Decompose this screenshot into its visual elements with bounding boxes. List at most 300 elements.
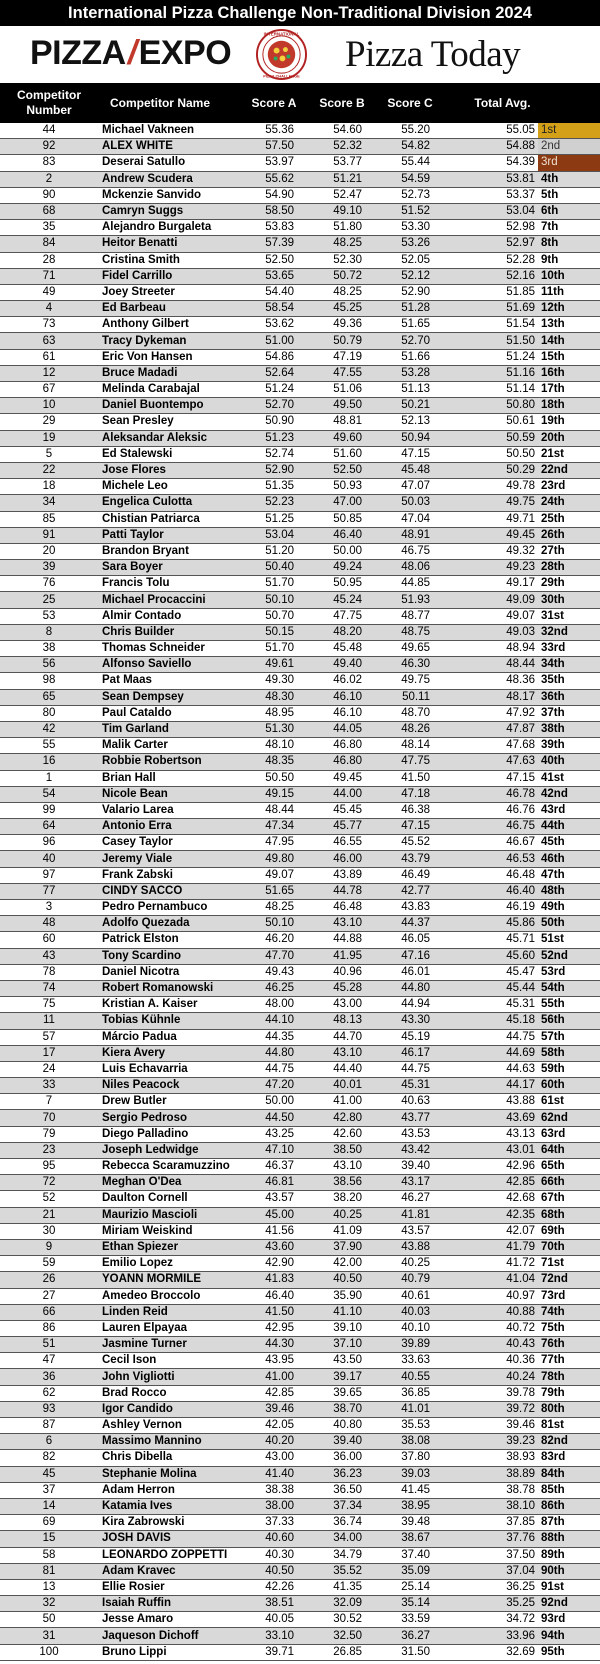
score-c: 47.75 (378, 754, 446, 770)
competitor-number: 59 (0, 1256, 98, 1272)
score-b: 50.85 (310, 511, 378, 527)
score-a: 49.07 (246, 867, 310, 883)
table-row (0, 835, 600, 851)
score-c: 33.59 (378, 1612, 446, 1628)
competitor-number: 8 (0, 624, 98, 640)
competitor-number: 17 (0, 1045, 98, 1061)
score-c: 46.01 (378, 964, 446, 980)
table-row (0, 867, 600, 883)
competitor-name: Paul Cataldo (98, 705, 246, 721)
total-avg: 51.69 (446, 301, 538, 317)
total-avg: 46.19 (446, 900, 538, 916)
total-avg: 43.88 (446, 1094, 538, 1110)
score-a: 57.50 (246, 139, 310, 155)
total-avg: 51.16 (446, 365, 538, 381)
table-row (0, 1159, 600, 1175)
table-row (0, 1612, 600, 1628)
score-b: 52.32 (310, 139, 378, 155)
score-a: 44.10 (246, 1013, 310, 1029)
total-avg: 49.17 (446, 576, 538, 592)
total-avg: 47.68 (446, 738, 538, 754)
total-avg: 47.15 (446, 770, 538, 786)
competitor-name: Joseph Ledwidge (98, 1142, 246, 1158)
score-b: 41.00 (310, 1094, 378, 1110)
competitor-number: 26 (0, 1272, 98, 1288)
table-row (0, 1369, 600, 1385)
score-b: 48.20 (310, 624, 378, 640)
competitor-number: 70 (0, 1110, 98, 1126)
competitor-number: 14 (0, 1498, 98, 1514)
competitor-name: Adolfo Quezada (98, 916, 246, 932)
total-avg: 53.81 (446, 171, 538, 187)
table-row (0, 900, 600, 916)
table-row (0, 187, 600, 203)
placement: 40th (538, 754, 600, 770)
table-row (0, 1482, 600, 1498)
table-row (0, 786, 600, 802)
table-row (0, 721, 600, 737)
score-b: 41.10 (310, 1304, 378, 1320)
score-c: 53.28 (378, 365, 446, 381)
competitor-number: 36 (0, 1369, 98, 1385)
table-row (0, 819, 600, 835)
total-avg: 41.04 (446, 1272, 538, 1288)
score-a: 48.44 (246, 802, 310, 818)
total-avg: 48.36 (446, 673, 538, 689)
table-row (0, 171, 600, 187)
total-avg: 49.09 (446, 592, 538, 608)
competitor-name: Francis Tolu (98, 576, 246, 592)
score-c: 51.52 (378, 203, 446, 219)
table-row (0, 1142, 600, 1158)
score-a: 51.23 (246, 430, 310, 446)
score-c: 48.06 (378, 560, 446, 576)
table-row (0, 1547, 600, 1563)
total-avg: 39.23 (446, 1434, 538, 1450)
competitor-number: 90 (0, 187, 98, 203)
score-b: 44.70 (310, 1029, 378, 1045)
score-b: 48.13 (310, 1013, 378, 1029)
score-c: 44.75 (378, 1061, 446, 1077)
placement: 14th (538, 333, 600, 349)
score-b: 36.74 (310, 1515, 378, 1531)
score-c: 49.65 (378, 641, 446, 657)
pizza-challenge-seal-icon (256, 29, 307, 80)
competitor-name: Camryn Suggs (98, 203, 246, 219)
competitor-name: Maurizio Mascioli (98, 1207, 246, 1223)
competitor-number: 92 (0, 139, 98, 155)
score-c: 43.17 (378, 1175, 446, 1191)
table-row (0, 1061, 600, 1077)
placement: 20th (538, 430, 600, 446)
competitor-name: Kristian A. Kaiser (98, 997, 246, 1013)
score-a: 48.25 (246, 900, 310, 916)
score-b: 41.09 (310, 1223, 378, 1239)
competitor-number: 48 (0, 916, 98, 932)
table-row (0, 608, 600, 624)
placement: 53rd (538, 964, 600, 980)
total-avg: 37.04 (446, 1563, 538, 1579)
score-b: 52.30 (310, 252, 378, 268)
score-c: 51.65 (378, 317, 446, 333)
table-row (0, 1531, 600, 1547)
table-row (0, 1029, 600, 1045)
competitor-number: 64 (0, 819, 98, 835)
competitor-number: 76 (0, 576, 98, 592)
score-c: 41.45 (378, 1482, 446, 1498)
score-a: 52.50 (246, 252, 310, 268)
placement: 77th (538, 1353, 600, 1369)
table-row (0, 657, 600, 673)
score-b: 47.19 (310, 349, 378, 365)
score-a: 48.10 (246, 738, 310, 754)
competitor-name: LEONARDO ZOPPETTI (98, 1547, 246, 1563)
results-table-body (0, 123, 600, 1660)
score-a: 50.50 (246, 770, 310, 786)
placement: 89th (538, 1547, 600, 1563)
competitor-name: Robert Romanowski (98, 980, 246, 996)
placement: 70th (538, 1239, 600, 1255)
score-a: 52.23 (246, 495, 310, 511)
competitor-number: 82 (0, 1450, 98, 1466)
score-c: 40.79 (378, 1272, 446, 1288)
competitor-name: Mckenzie Sanvido (98, 187, 246, 203)
competitor-name: Meghan O'Dea (98, 1175, 246, 1191)
placement: 9th (538, 252, 600, 268)
table-row (0, 641, 600, 657)
total-avg: 48.17 (446, 689, 538, 705)
score-b: 51.60 (310, 446, 378, 462)
competitor-number: 77 (0, 883, 98, 899)
table-row (0, 349, 600, 365)
table-row (0, 365, 600, 381)
placement: 57th (538, 1029, 600, 1045)
placement: 16th (538, 365, 600, 381)
table-row (0, 560, 600, 576)
score-a: 42.90 (246, 1256, 310, 1272)
competitor-name: Patrick Elston (98, 932, 246, 948)
competitor-number: 61 (0, 349, 98, 365)
table-row (0, 1045, 600, 1061)
score-b: 32.50 (310, 1628, 378, 1644)
score-c: 52.12 (378, 268, 446, 284)
placement: 68th (538, 1207, 600, 1223)
score-c: 48.26 (378, 721, 446, 737)
score-b: 45.48 (310, 641, 378, 657)
table-row (0, 738, 600, 754)
score-c: 38.67 (378, 1531, 446, 1547)
seal-bottom-text: PIZZA CHALLENGE (263, 73, 300, 79)
total-avg: 41.79 (446, 1239, 538, 1255)
table-row (0, 543, 600, 559)
placement: 48th (538, 883, 600, 899)
score-a: 42.95 (246, 1320, 310, 1336)
total-avg: 42.07 (446, 1223, 538, 1239)
competitor-name: Ed Stalewski (98, 446, 246, 462)
placement: 17th (538, 382, 600, 398)
score-a: 37.33 (246, 1515, 310, 1531)
competitor-number: 20 (0, 543, 98, 559)
competitor-number: 29 (0, 414, 98, 430)
score-a: 44.35 (246, 1029, 310, 1045)
table-row (0, 916, 600, 932)
competitor-name: Eric Von Hansen (98, 349, 246, 365)
table-row (0, 462, 600, 478)
competitor-number: 81 (0, 1563, 98, 1579)
placement: 15th (538, 349, 600, 365)
table-row (0, 203, 600, 219)
score-b: 46.10 (310, 689, 378, 705)
total-avg: 38.10 (446, 1498, 538, 1514)
competitor-name: Almir Contado (98, 608, 246, 624)
score-a: 38.38 (246, 1482, 310, 1498)
competitor-name: Luis Echavarria (98, 1061, 246, 1077)
competitor-number: 2 (0, 171, 98, 187)
competitor-name: Deserai Satullo (98, 155, 246, 171)
score-c: 51.93 (378, 592, 446, 608)
score-a: 41.56 (246, 1223, 310, 1239)
total-avg: 45.44 (446, 980, 538, 996)
placement: 26th (538, 527, 600, 543)
score-c: 53.30 (378, 220, 446, 236)
score-c: 46.38 (378, 802, 446, 818)
competitor-number: 6 (0, 1434, 98, 1450)
competitor-name: Bruce Madadi (98, 365, 246, 381)
total-avg: 45.71 (446, 932, 538, 948)
table-row (0, 1450, 600, 1466)
competitor-name: Niles Peacock (98, 1078, 246, 1094)
competitor-number: 78 (0, 964, 98, 980)
score-b: 51.80 (310, 220, 378, 236)
competitor-number: 40 (0, 851, 98, 867)
total-avg: 54.88 (446, 139, 538, 155)
score-a: 53.04 (246, 527, 310, 543)
score-a: 47.34 (246, 819, 310, 835)
table-row (0, 1175, 600, 1191)
score-a: 50.00 (246, 1094, 310, 1110)
competitor-number: 87 (0, 1418, 98, 1434)
score-c: 43.42 (378, 1142, 446, 1158)
table-row (0, 1110, 600, 1126)
competitor-name: Daniel Nicotra (98, 964, 246, 980)
score-a: 57.39 (246, 236, 310, 252)
placement: 92nd (538, 1596, 600, 1612)
competitor-name: Márcio Padua (98, 1029, 246, 1045)
table-row (0, 1239, 600, 1255)
table-row (0, 1596, 600, 1612)
score-b: 39.65 (310, 1385, 378, 1401)
score-a: 55.36 (246, 123, 310, 139)
placement: 49th (538, 900, 600, 916)
total-avg: 50.61 (446, 414, 538, 430)
competitor-number: 95 (0, 1159, 98, 1175)
total-avg: 40.97 (446, 1288, 538, 1304)
competitor-number: 98 (0, 673, 98, 689)
competitor-name: Andrew Scudera (98, 171, 246, 187)
score-c: 39.40 (378, 1159, 446, 1175)
table-row (0, 673, 600, 689)
placement: 33rd (538, 641, 600, 657)
total-avg: 51.85 (446, 284, 538, 300)
score-c: 36.27 (378, 1628, 446, 1644)
total-avg: 49.45 (446, 527, 538, 543)
header-competitor-name: Competitor Name (109, 95, 210, 110)
competitor-name: Bruno Lippi (98, 1644, 246, 1660)
pizza-today-logo: Pizza Today (345, 34, 521, 75)
placement: 86th (538, 1498, 600, 1514)
score-c: 44.94 (378, 997, 446, 1013)
total-avg: 33.96 (446, 1628, 538, 1644)
placement: 65th (538, 1159, 600, 1175)
score-c: 37.80 (378, 1450, 446, 1466)
competitor-number: 31 (0, 1628, 98, 1644)
competitor-name: JOSH DAVIS (98, 1531, 246, 1547)
total-avg: 38.89 (446, 1466, 538, 1482)
table-row (0, 430, 600, 446)
score-a: 43.00 (246, 1450, 310, 1466)
placement: 73rd (538, 1288, 600, 1304)
score-c: 52.90 (378, 284, 446, 300)
competitor-name: Amedeo Broccolo (98, 1288, 246, 1304)
score-b: 49.24 (310, 560, 378, 576)
score-c: 38.08 (378, 1434, 446, 1450)
score-b: 42.60 (310, 1126, 378, 1142)
table-row (0, 1094, 600, 1110)
placement: 84th (538, 1466, 600, 1482)
competitor-number: 21 (0, 1207, 98, 1223)
score-c: 25.14 (378, 1579, 446, 1595)
total-avg: 36.25 (446, 1579, 538, 1595)
score-a: 49.61 (246, 657, 310, 673)
total-avg: 40.36 (446, 1353, 538, 1369)
score-c: 50.03 (378, 495, 446, 511)
competitor-name: Ed Barbeau (98, 301, 246, 317)
placement: 42nd (538, 786, 600, 802)
score-c: 53.26 (378, 236, 446, 252)
score-c: 49.75 (378, 673, 446, 689)
table-row (0, 576, 600, 592)
page-title: International Pizza Challenge Non-Traditional Division 2024 (0, 0, 600, 26)
total-avg: 45.18 (446, 1013, 538, 1029)
score-b: 52.50 (310, 462, 378, 478)
competitor-name: Michael Procaccini (98, 592, 246, 608)
placement: 29th (538, 576, 600, 592)
competitor-name: Igor Candido (98, 1401, 246, 1417)
total-avg: 42.96 (446, 1159, 538, 1175)
score-b: 46.40 (310, 527, 378, 543)
placement: 36th (538, 689, 600, 705)
placement: 45th (538, 835, 600, 851)
score-a: 46.20 (246, 932, 310, 948)
score-a: 52.70 (246, 398, 310, 414)
score-a: 46.40 (246, 1288, 310, 1304)
total-avg: 42.35 (446, 1207, 538, 1223)
score-a: 44.75 (246, 1061, 310, 1077)
table-row (0, 284, 600, 300)
score-c: 52.73 (378, 187, 446, 203)
total-avg: 49.32 (446, 543, 538, 559)
score-c: 48.75 (378, 624, 446, 640)
total-avg: 46.76 (446, 802, 538, 818)
table-header (0, 83, 600, 123)
score-a: 41.50 (246, 1304, 310, 1320)
competitor-number: 32 (0, 1596, 98, 1612)
placement: 47th (538, 867, 600, 883)
score-b: 40.80 (310, 1418, 378, 1434)
table-row (0, 1207, 600, 1223)
table-row (0, 1579, 600, 1595)
score-b: 53.77 (310, 155, 378, 171)
competitor-name: Brandon Bryant (98, 543, 246, 559)
table-row (0, 1401, 600, 1417)
score-c: 31.50 (378, 1644, 446, 1660)
total-avg: 53.37 (446, 187, 538, 203)
table-row (0, 592, 600, 608)
placement: 61st (538, 1094, 600, 1110)
score-b: 44.78 (310, 883, 378, 899)
total-avg: 52.97 (446, 236, 538, 252)
total-avg: 49.78 (446, 479, 538, 495)
total-avg: 46.67 (446, 835, 538, 851)
score-c: 45.19 (378, 1029, 446, 1045)
placement: 43rd (538, 802, 600, 818)
placement: 60th (538, 1078, 600, 1094)
table-row (0, 301, 600, 317)
competitor-name: Sara Boyer (98, 560, 246, 576)
placement: 69th (538, 1223, 600, 1239)
score-c: 55.20 (378, 123, 446, 139)
score-c: 47.15 (378, 819, 446, 835)
competitor-number: 43 (0, 948, 98, 964)
competitor-name: Michael Vakneen (98, 123, 246, 139)
score-a: 51.25 (246, 511, 310, 527)
score-b: 52.47 (310, 187, 378, 203)
competitor-number: 67 (0, 382, 98, 398)
table-row (0, 1434, 600, 1450)
total-avg: 51.24 (446, 349, 538, 365)
table-row (0, 851, 600, 867)
total-avg: 47.92 (446, 705, 538, 721)
score-a: 48.35 (246, 754, 310, 770)
total-avg: 45.47 (446, 964, 538, 980)
placement: 63rd (538, 1126, 600, 1142)
score-b: 44.40 (310, 1061, 378, 1077)
score-c: 39.48 (378, 1515, 446, 1531)
score-b: 43.10 (310, 1159, 378, 1175)
score-b: 51.06 (310, 382, 378, 398)
placement: 64th (538, 1142, 600, 1158)
score-c: 43.79 (378, 851, 446, 867)
total-avg: 45.60 (446, 948, 538, 964)
table-row (0, 1644, 600, 1660)
score-a: 52.64 (246, 365, 310, 381)
table-row (0, 980, 600, 996)
competitor-number: 4 (0, 301, 98, 317)
total-avg: 52.98 (446, 220, 538, 236)
score-c: 45.31 (378, 1078, 446, 1094)
competitor-number: 45 (0, 1466, 98, 1482)
placement: 44th (538, 819, 600, 835)
score-a: 33.10 (246, 1628, 310, 1644)
score-a: 51.00 (246, 333, 310, 349)
competitor-name: Nicole Bean (98, 786, 246, 802)
total-avg: 38.93 (446, 1450, 538, 1466)
placement: 75th (538, 1320, 600, 1336)
score-a: 47.95 (246, 835, 310, 851)
total-avg: 44.75 (446, 1029, 538, 1045)
score-b: 45.24 (310, 592, 378, 608)
competitor-name: Diego Palladino (98, 1126, 246, 1142)
